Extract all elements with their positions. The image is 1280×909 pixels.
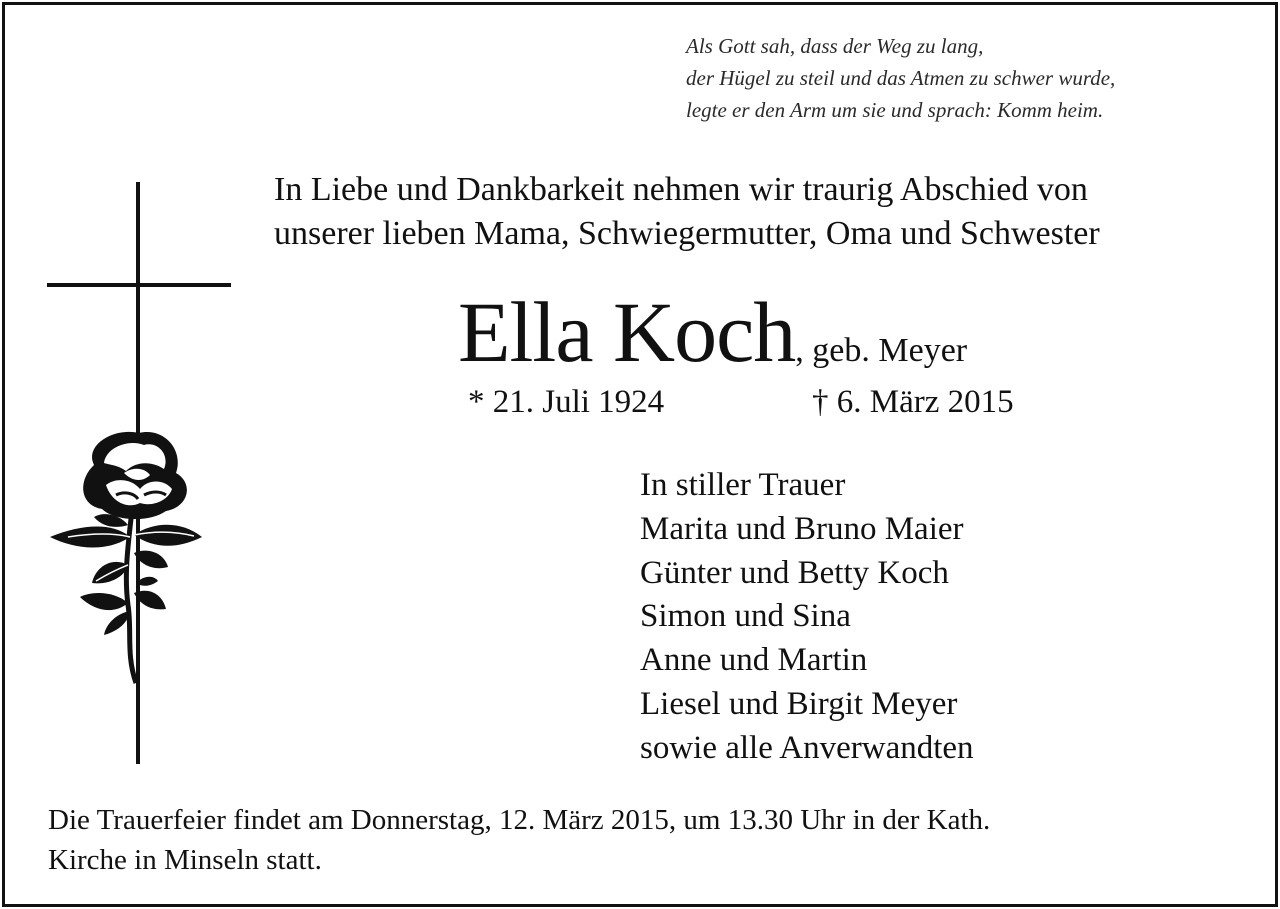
intro-line: In Liebe und Dankbarkeit nehmen wir traurig Abschied von: [274, 171, 1088, 208]
mourner-line: Anne und Martin: [640, 642, 868, 679]
intro-line: unserer lieben Mama, Schwiegermutter, Oma und Schwester: [274, 215, 1100, 252]
cross-icon-bar: [47, 283, 231, 287]
mourner-line: Liesel und Birgit Meyer: [640, 685, 958, 722]
intro-text: [274, 168, 1264, 256]
rose-icon: [44, 425, 210, 690]
deceased-name-line: [458, 282, 1258, 382]
service-line: Kirche in Minseln statt.: [48, 844, 322, 876]
poem: [686, 30, 1266, 126]
mourner-line: In stiller Trauer: [640, 467, 846, 503]
funeral-service-notice: [48, 800, 1248, 880]
death-date: † 6. März 2015: [812, 384, 1014, 420]
poem-line: der Hügel zu steil und das Atmen zu schwer wurde,: [686, 66, 1116, 90]
poem-line: legte er den Arm um sie und sprach: Komm heim.: [686, 98, 1104, 122]
deceased-name: Ella Koch: [458, 284, 796, 380]
mourner-line: Günter und Betty Koch: [640, 554, 949, 591]
mourner-line: Simon und Sina: [640, 598, 851, 635]
poem-line: Als Gott sah, dass der Weg zu lang,: [686, 34, 984, 58]
mourner-line: Marita und Bruno Maier: [640, 510, 964, 547]
birth-date: * 21. Juli 1924: [468, 384, 665, 420]
mourners-list: [640, 464, 1260, 771]
mourner-line: sowie alle Anverwandten: [640, 729, 974, 766]
deceased-maiden-name: , geb. Meyer: [795, 332, 968, 369]
service-line: Die Trauerfeier findet am Donnerstag, 12. März 2015, um 13.30 Uhr in der Kath.: [48, 804, 991, 836]
